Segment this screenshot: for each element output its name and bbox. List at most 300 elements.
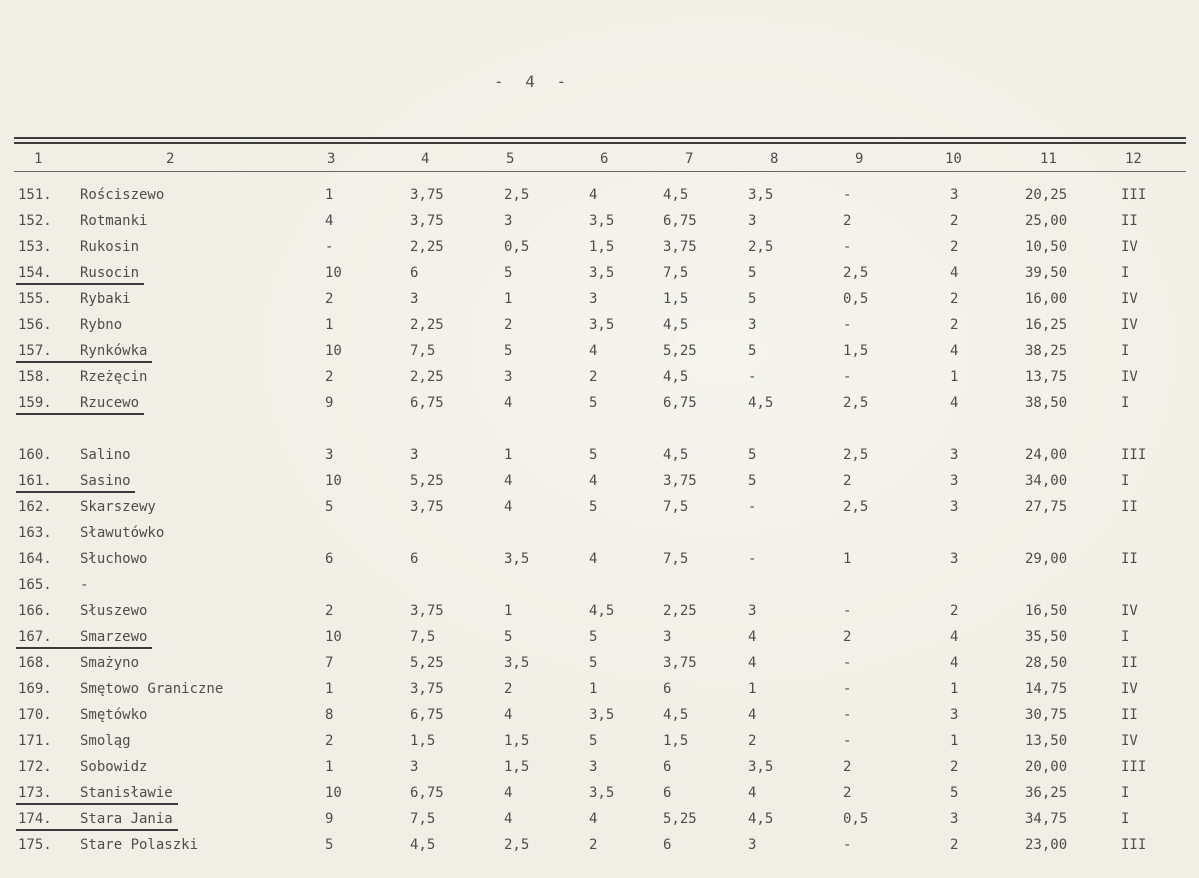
- cell-col-4: 7,5: [410, 811, 436, 827]
- cell-col-4: 3: [410, 291, 419, 307]
- cell-col-5: 3,5: [504, 551, 530, 567]
- cell-col-3: 3: [325, 447, 334, 463]
- cell-col-10: 3: [950, 187, 959, 203]
- cell-col-4: 4,5: [410, 837, 436, 853]
- cell-col-10: 2: [950, 603, 959, 619]
- cell-col-9: 2,5: [843, 499, 869, 515]
- cell-col-7: 3,75: [663, 655, 697, 671]
- cell-col-4: 3,75: [410, 603, 444, 619]
- cell-col-6: 3,5: [589, 213, 615, 229]
- row-number: 160.: [18, 447, 52, 463]
- cell-col-8: 4: [748, 629, 757, 645]
- cell-col-4: 2,25: [410, 239, 444, 255]
- cell-col-3: 5: [325, 837, 334, 853]
- cell-col-12: III: [1121, 759, 1147, 775]
- cell-col-6: 5: [589, 395, 598, 411]
- locality-name: Sasino: [80, 473, 131, 489]
- cell-col-11: 39,50: [1025, 265, 1068, 281]
- cell-col-9: 2: [843, 629, 852, 645]
- cell-col-9: 0,5: [843, 291, 869, 307]
- cell-col-4: 6,75: [410, 395, 444, 411]
- row-number: 165.: [18, 577, 52, 593]
- locality-name: Sobowidz: [80, 759, 148, 775]
- cell-col-12: II: [1121, 551, 1138, 567]
- cell-col-4: 3,75: [410, 187, 444, 203]
- cell-col-10: 2: [950, 213, 959, 229]
- cell-col-11: 16,50: [1025, 603, 1068, 619]
- cell-col-6: 3: [589, 291, 598, 307]
- cell-col-11: 24,00: [1025, 447, 1068, 463]
- cell-col-12: III: [1121, 187, 1147, 203]
- cell-col-4: 6: [410, 265, 419, 281]
- cell-col-8: -: [748, 499, 757, 515]
- cell-col-12: IV: [1121, 239, 1138, 255]
- cell-col-11: 38,50: [1025, 395, 1068, 411]
- row-number: 166.: [18, 603, 52, 619]
- cell-col-5: 2,5: [504, 187, 530, 203]
- row-number: 157.: [18, 343, 52, 359]
- header-cell-6: 6: [600, 151, 609, 167]
- cell-col-12: I: [1121, 265, 1130, 281]
- locality-name: Rzucewo: [80, 395, 140, 411]
- cell-col-3: 5: [325, 499, 334, 515]
- row-number: 154.: [18, 265, 52, 281]
- cell-col-4: 6,75: [410, 707, 444, 723]
- header-cell-12: 12: [1125, 151, 1142, 167]
- cell-col-12: I: [1121, 785, 1130, 801]
- cell-col-8: 3,5: [748, 187, 774, 203]
- cell-col-4: 3,75: [410, 681, 444, 697]
- cell-col-6: 5: [589, 499, 598, 515]
- cell-col-8: 3: [748, 837, 757, 853]
- cell-col-11: 13,75: [1025, 369, 1068, 385]
- cell-col-10: 3: [950, 473, 959, 489]
- cell-col-3: 1: [325, 187, 334, 203]
- cell-col-9: 2: [843, 759, 852, 775]
- cell-col-5: 2: [504, 681, 513, 697]
- cell-col-7: 3,75: [663, 239, 697, 255]
- cell-col-7: 6: [663, 837, 672, 853]
- cell-col-10: 1: [950, 369, 959, 385]
- locality-name: Słuszewo: [80, 603, 148, 619]
- cell-col-10: 1: [950, 681, 959, 697]
- cell-col-10: 2: [950, 837, 959, 853]
- cell-col-10: 3: [950, 551, 959, 567]
- cell-col-11: 34,00: [1025, 473, 1068, 489]
- row-number: 167.: [18, 629, 52, 645]
- cell-col-12: I: [1121, 343, 1130, 359]
- cell-col-4: 1,5: [410, 733, 436, 749]
- cell-col-12: II: [1121, 499, 1138, 515]
- cell-col-12: IV: [1121, 369, 1138, 385]
- cell-col-3: -: [325, 239, 334, 255]
- cell-col-9: 2: [843, 213, 852, 229]
- cell-col-5: 1: [504, 603, 513, 619]
- cell-col-10: 2: [950, 239, 959, 255]
- cell-col-3: 6: [325, 551, 334, 567]
- cell-col-6: 3,5: [589, 707, 615, 723]
- cell-col-6: 5: [589, 629, 598, 645]
- cell-col-11: 36,25: [1025, 785, 1068, 801]
- header-cell-9: 9: [855, 151, 864, 167]
- cell-col-12: II: [1121, 655, 1138, 671]
- cell-col-11: 27,75: [1025, 499, 1068, 515]
- cell-col-3: 4: [325, 213, 334, 229]
- cell-col-10: 3: [950, 447, 959, 463]
- cell-col-11: 16,25: [1025, 317, 1068, 333]
- cell-col-12: IV: [1121, 733, 1138, 749]
- row-number: 170.: [18, 707, 52, 723]
- cell-col-8: -: [748, 369, 757, 385]
- cell-col-9: -: [843, 239, 852, 255]
- cell-col-6: 3,5: [589, 265, 615, 281]
- header-rule: [14, 171, 1186, 172]
- cell-col-8: 5: [748, 343, 757, 359]
- row-number: 155.: [18, 291, 52, 307]
- cell-col-12: IV: [1121, 681, 1138, 697]
- cell-col-12: IV: [1121, 603, 1138, 619]
- locality-name: Salino: [80, 447, 131, 463]
- cell-col-9: -: [843, 707, 852, 723]
- header-cell-2: 2: [166, 151, 175, 167]
- header-cell-3: 3: [327, 151, 336, 167]
- row-underline: [16, 413, 144, 415]
- cell-col-9: -: [843, 655, 852, 671]
- cell-col-7: 6: [663, 759, 672, 775]
- cell-col-12: III: [1121, 447, 1147, 463]
- cell-col-4: 7,5: [410, 343, 436, 359]
- cell-col-11: 10,50: [1025, 239, 1068, 255]
- cell-col-12: IV: [1121, 317, 1138, 333]
- locality-name: Sławutówko: [80, 525, 165, 541]
- cell-col-11: 38,25: [1025, 343, 1068, 359]
- cell-col-12: I: [1121, 473, 1130, 489]
- cell-col-6: 4: [589, 811, 598, 827]
- cell-col-5: 5: [504, 265, 513, 281]
- cell-col-6: 5: [589, 655, 598, 671]
- cell-col-4: 5,25: [410, 655, 444, 671]
- row-number: 174.: [18, 811, 52, 827]
- cell-col-4: 6: [410, 551, 419, 567]
- cell-col-3: 1: [325, 681, 334, 697]
- cell-col-8: 5: [748, 291, 757, 307]
- cell-col-7: 6: [663, 681, 672, 697]
- locality-name: Rusocin: [80, 265, 140, 281]
- top-double-rule-lower: [14, 142, 1186, 144]
- locality-name: Rukosin: [80, 239, 140, 255]
- cell-col-6: 5: [589, 447, 598, 463]
- cell-col-5: 0,5: [504, 239, 530, 255]
- cell-col-7: 4,5: [663, 187, 689, 203]
- cell-col-3: 7: [325, 655, 334, 671]
- locality-name: Rościszewo: [80, 187, 165, 203]
- cell-col-3: 9: [325, 395, 334, 411]
- cell-col-10: 4: [950, 629, 959, 645]
- cell-col-7: 7,5: [663, 499, 689, 515]
- cell-col-7: 7,5: [663, 551, 689, 567]
- cell-col-8: 2,5: [748, 239, 774, 255]
- row-underline: [16, 491, 135, 493]
- cell-col-9: -: [843, 603, 852, 619]
- row-underline: [16, 283, 144, 285]
- cell-col-11: 30,75: [1025, 707, 1068, 723]
- row-number: 175.: [18, 837, 52, 853]
- cell-col-7: 6,75: [663, 213, 697, 229]
- cell-col-3: 9: [325, 811, 334, 827]
- cell-col-6: 2: [589, 369, 598, 385]
- row-number: 151.: [18, 187, 52, 203]
- cell-col-11: 13,50: [1025, 733, 1068, 749]
- cell-col-12: I: [1121, 395, 1130, 411]
- cell-col-8: 4: [748, 707, 757, 723]
- cell-col-8: -: [748, 551, 757, 567]
- cell-col-7: 4,5: [663, 317, 689, 333]
- cell-col-6: 4: [589, 473, 598, 489]
- cell-col-10: 4: [950, 265, 959, 281]
- locality-name: Smoląg: [80, 733, 131, 749]
- cell-col-3: 2: [325, 603, 334, 619]
- cell-col-7: 5,25: [663, 811, 697, 827]
- row-underline: [16, 803, 178, 805]
- cell-col-4: 3,75: [410, 213, 444, 229]
- cell-col-9: -: [843, 317, 852, 333]
- locality-name: Stare Polaszki: [80, 837, 199, 853]
- cell-col-11: 29,00: [1025, 551, 1068, 567]
- cell-col-3: 1: [325, 759, 334, 775]
- cell-col-9: -: [843, 837, 852, 853]
- cell-col-12: III: [1121, 837, 1147, 853]
- cell-col-3: 10: [325, 785, 342, 801]
- cell-col-5: 1: [504, 447, 513, 463]
- cell-col-10: 2: [950, 291, 959, 307]
- cell-col-6: 1,5: [589, 239, 615, 255]
- cell-col-5: 2,5: [504, 837, 530, 853]
- cell-col-12: II: [1121, 213, 1138, 229]
- cell-col-7: 6,75: [663, 395, 697, 411]
- cell-col-5: 1: [504, 291, 513, 307]
- cell-col-8: 3: [748, 317, 757, 333]
- cell-col-12: IV: [1121, 291, 1138, 307]
- cell-col-6: 4: [589, 343, 598, 359]
- cell-col-9: 2,5: [843, 447, 869, 463]
- cell-col-10: 5: [950, 785, 959, 801]
- cell-col-8: 4,5: [748, 395, 774, 411]
- cell-col-7: 4,5: [663, 447, 689, 463]
- header-cell-8: 8: [770, 151, 779, 167]
- cell-col-9: -: [843, 681, 852, 697]
- locality-name: Skarszewy: [80, 499, 156, 515]
- cell-col-5: 5: [504, 629, 513, 645]
- locality-name: Stara Jania: [80, 811, 173, 827]
- cell-col-7: 3,75: [663, 473, 697, 489]
- cell-col-5: 3: [504, 213, 513, 229]
- row-number: 153.: [18, 239, 52, 255]
- cell-col-10: 4: [950, 655, 959, 671]
- row-number: 159.: [18, 395, 52, 411]
- cell-col-6: 2: [589, 837, 598, 853]
- row-number: 158.: [18, 369, 52, 385]
- cell-col-4: 3,75: [410, 499, 444, 515]
- row-underline: [16, 829, 178, 831]
- cell-col-8: 1: [748, 681, 757, 697]
- locality-name: Słuchowo: [80, 551, 148, 567]
- cell-col-9: 2: [843, 785, 852, 801]
- cell-col-10: 3: [950, 499, 959, 515]
- cell-col-8: 5: [748, 447, 757, 463]
- cell-col-8: 3,5: [748, 759, 774, 775]
- cell-col-8: 3: [748, 603, 757, 619]
- header-cell-5: 5: [506, 151, 515, 167]
- cell-col-8: 5: [748, 473, 757, 489]
- cell-col-7: 4,5: [663, 369, 689, 385]
- cell-col-9: 2,5: [843, 265, 869, 281]
- cell-col-3: 2: [325, 733, 334, 749]
- row-underline: [16, 361, 152, 363]
- cell-col-8: 4: [748, 785, 757, 801]
- cell-col-7: 4,5: [663, 707, 689, 723]
- cell-col-9: 0,5: [843, 811, 869, 827]
- cell-col-5: 4: [504, 473, 513, 489]
- cell-col-4: 7,5: [410, 629, 436, 645]
- cell-col-10: 4: [950, 395, 959, 411]
- cell-col-3: 10: [325, 265, 342, 281]
- row-number: 152.: [18, 213, 52, 229]
- row-number: 161.: [18, 473, 52, 489]
- row-number: 168.: [18, 655, 52, 671]
- cell-col-3: 10: [325, 629, 342, 645]
- cell-col-11: 35,50: [1025, 629, 1068, 645]
- cell-col-11: 34,75: [1025, 811, 1068, 827]
- cell-col-5: 5: [504, 343, 513, 359]
- cell-col-5: 1,5: [504, 733, 530, 749]
- header-cell-11: 11: [1040, 151, 1057, 167]
- cell-col-11: 28,50: [1025, 655, 1068, 671]
- cell-col-11: 14,75: [1025, 681, 1068, 697]
- row-number: 172.: [18, 759, 52, 775]
- cell-col-5: 1,5: [504, 759, 530, 775]
- cell-col-6: 3,5: [589, 317, 615, 333]
- cell-col-9: 1: [843, 551, 852, 567]
- cell-col-5: 2: [504, 317, 513, 333]
- cell-col-6: 3,5: [589, 785, 615, 801]
- cell-col-7: 6: [663, 785, 672, 801]
- header-cell-7: 7: [685, 151, 694, 167]
- cell-col-5: 3: [504, 369, 513, 385]
- cell-col-6: 5: [589, 733, 598, 749]
- cell-col-10: 3: [950, 707, 959, 723]
- cell-col-7: 5,25: [663, 343, 697, 359]
- page-number: - 4 -: [494, 72, 573, 91]
- row-number: 163.: [18, 525, 52, 541]
- locality-name: Rotmanki: [80, 213, 148, 229]
- cell-col-9: -: [843, 369, 852, 385]
- locality-name: -: [80, 577, 89, 593]
- cell-col-7: 1,5: [663, 291, 689, 307]
- cell-col-8: 5: [748, 265, 757, 281]
- cell-col-7: 3: [663, 629, 672, 645]
- cell-col-4: 2,25: [410, 369, 444, 385]
- cell-col-12: II: [1121, 707, 1138, 723]
- cell-col-3: 2: [325, 291, 334, 307]
- cell-col-4: 3: [410, 447, 419, 463]
- locality-name: Rynkówka: [80, 343, 148, 359]
- cell-col-4: 6,75: [410, 785, 444, 801]
- cell-col-4: 3: [410, 759, 419, 775]
- cell-col-10: 3: [950, 811, 959, 827]
- cell-col-6: 1: [589, 681, 598, 697]
- cell-col-4: 5,25: [410, 473, 444, 489]
- cell-col-11: 25,00: [1025, 213, 1068, 229]
- cell-col-9: -: [843, 733, 852, 749]
- cell-col-10: 4: [950, 343, 959, 359]
- header-cell-4: 4: [421, 151, 430, 167]
- cell-col-6: 4: [589, 551, 598, 567]
- row-number: 162.: [18, 499, 52, 515]
- cell-col-7: 7,5: [663, 265, 689, 281]
- cell-col-3: 8: [325, 707, 334, 723]
- cell-col-10: 2: [950, 759, 959, 775]
- cell-col-8: 3: [748, 213, 757, 229]
- cell-col-6: 4,5: [589, 603, 615, 619]
- cell-col-11: 23,00: [1025, 837, 1068, 853]
- locality-name: Rzeżęcin: [80, 369, 148, 385]
- locality-name: Smętowo Graniczne: [80, 681, 224, 697]
- row-number: 171.: [18, 733, 52, 749]
- cell-col-3: 10: [325, 343, 342, 359]
- cell-col-8: 4: [748, 655, 757, 671]
- row-underline: [16, 647, 152, 649]
- cell-col-11: 16,00: [1025, 291, 1068, 307]
- cell-col-9: -: [843, 187, 852, 203]
- cell-col-5: 4: [504, 811, 513, 827]
- cell-col-5: 4: [504, 395, 513, 411]
- locality-name: Rybno: [80, 317, 123, 333]
- cell-col-6: 3: [589, 759, 598, 775]
- cell-col-3: 10: [325, 473, 342, 489]
- cell-col-9: 2,5: [843, 395, 869, 411]
- row-number: 169.: [18, 681, 52, 697]
- cell-col-8: 2: [748, 733, 757, 749]
- locality-name: Stanisławie: [80, 785, 173, 801]
- cell-col-5: 4: [504, 707, 513, 723]
- cell-col-6: 4: [589, 187, 598, 203]
- cell-col-10: 1: [950, 733, 959, 749]
- cell-col-11: 20,00: [1025, 759, 1068, 775]
- cell-col-3: 2: [325, 369, 334, 385]
- cell-col-9: 2: [843, 473, 852, 489]
- cell-col-5: 4: [504, 499, 513, 515]
- cell-col-7: 1,5: [663, 733, 689, 749]
- cell-col-9: 1,5: [843, 343, 869, 359]
- row-number: 173.: [18, 785, 52, 801]
- cell-col-4: 2,25: [410, 317, 444, 333]
- cell-col-5: 4: [504, 785, 513, 801]
- cell-col-12: I: [1121, 811, 1130, 827]
- cell-col-7: 2,25: [663, 603, 697, 619]
- locality-name: Smarzewo: [80, 629, 148, 645]
- cell-col-3: 1: [325, 317, 334, 333]
- cell-col-8: 4,5: [748, 811, 774, 827]
- cell-col-5: 3,5: [504, 655, 530, 671]
- header-cell-10: 10: [945, 151, 962, 167]
- locality-name: Rybaki: [80, 291, 131, 307]
- cell-col-10: 2: [950, 317, 959, 333]
- row-number: 164.: [18, 551, 52, 567]
- cell-col-11: 20,25: [1025, 187, 1068, 203]
- locality-name: Smażyno: [80, 655, 140, 671]
- locality-name: Smętówko: [80, 707, 148, 723]
- cell-col-12: I: [1121, 629, 1130, 645]
